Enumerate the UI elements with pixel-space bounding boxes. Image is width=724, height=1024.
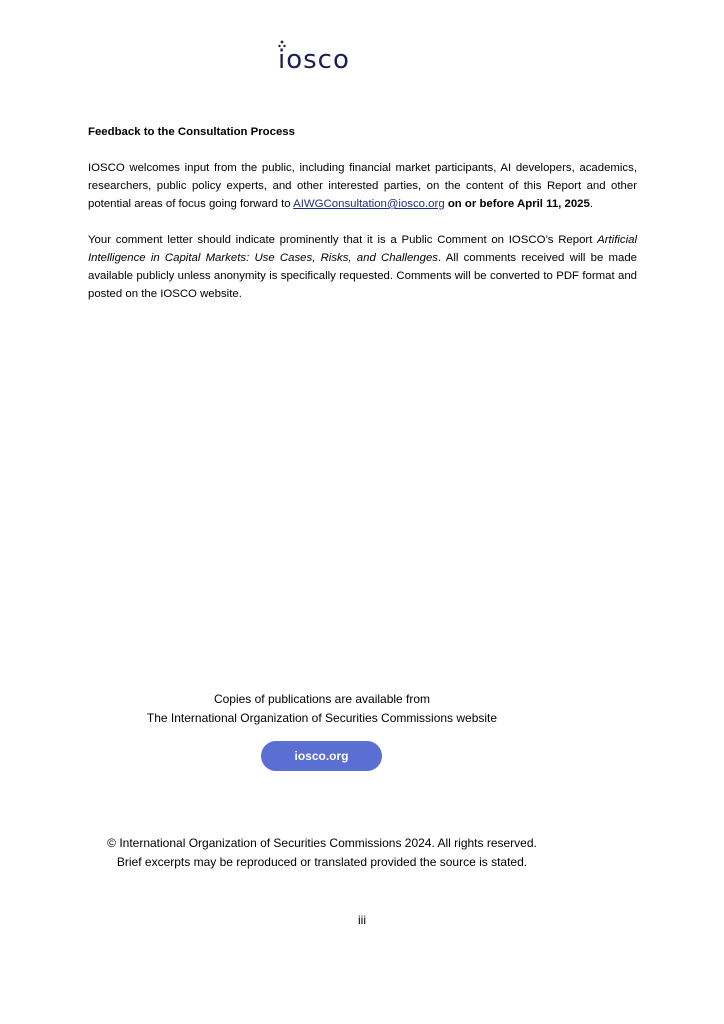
logo-wordmark: iosco — [278, 45, 350, 75]
copyright-line-1: © International Organization of Securities Commissions 2024. All rights reserved. — [107, 836, 537, 850]
feedback-paragraph-1 — [88, 159, 637, 213]
iosco-logo — [278, 40, 368, 76]
consultation-email-link[interactable]: AIWGConsultation@iosco.org — [293, 198, 445, 210]
copyright-notice — [90, 834, 554, 872]
copyright-line-2: Brief excerpts may be reproduced or translated provided the source is stated. — [116, 855, 528, 869]
iosco-website-button[interactable]: iosco.org — [261, 741, 382, 771]
publications-line-2: The International Organization of Securities Commissions website — [146, 711, 498, 725]
para2-end: . All comments received will be made available publicly unless anonymity is specifically requested. Comments will be converted to PDF format and posted on the IOSCO website. — [88, 252, 637, 300]
feedback-section — [88, 123, 637, 321]
report-title: Artificial Intelligence in Capital Markets: Use Cases, Risks, and Challenges — [88, 234, 637, 264]
section-heading: Feedback to the Consultation Process — [88, 126, 295, 138]
deadline-period: . — [589, 198, 594, 210]
feedback-paragraph-2 — [88, 231, 637, 303]
publications-notice — [120, 690, 524, 728]
publications-line-1: Copies of publications are available from — [213, 692, 431, 706]
para1-text: IOSCO welcomes input from the public, including financial market participants, AI developers, academics, researchers, public policy experts, and other interested parties, on the content of this Report and other potential areas of focus going forward to — [88, 162, 637, 210]
para2-start: Your comment letter should indicate prominently that it is a Public Comment on IOSCO’s Report — [88, 234, 598, 246]
page-number: iii — [358, 913, 366, 927]
deadline-text: on or before April 11, 2025 — [444, 198, 590, 210]
